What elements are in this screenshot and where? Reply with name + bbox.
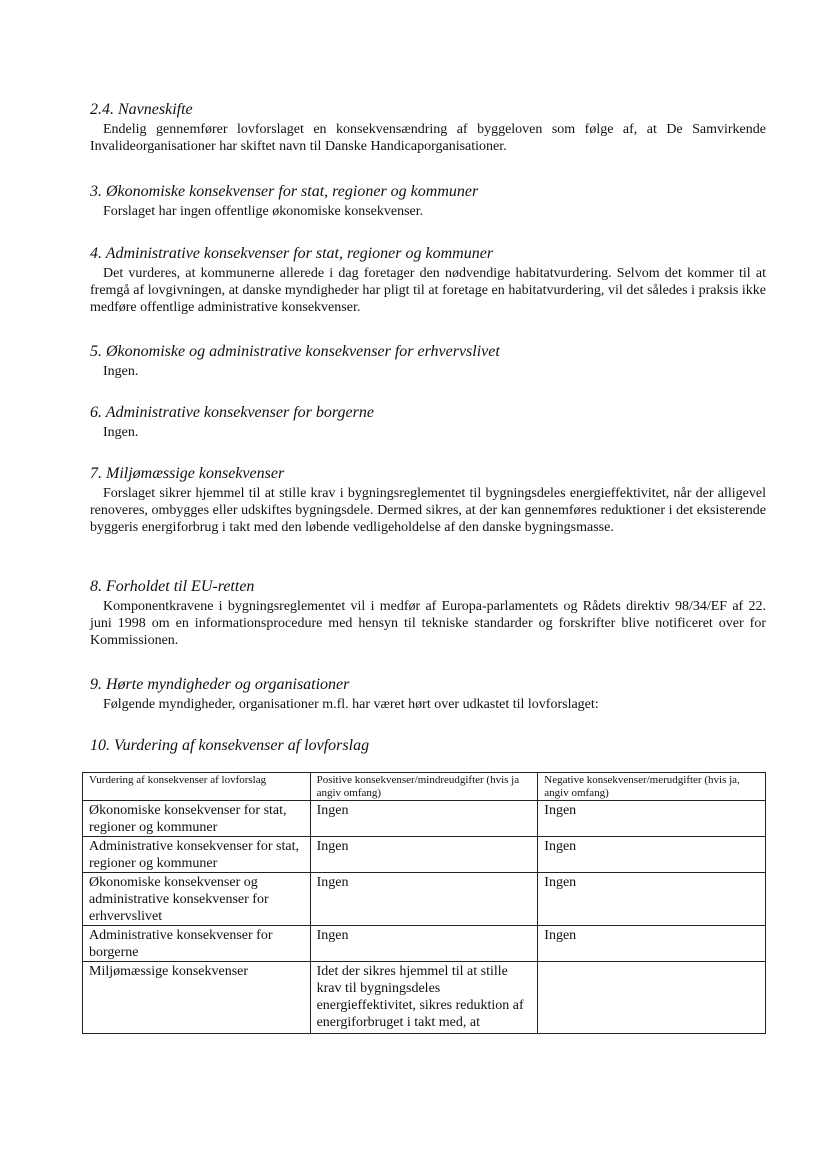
section-7: [90, 464, 766, 536]
table-row: [83, 962, 766, 1034]
section-body: Forslaget sikrer hjemmel til at stille krav i bygningsreglementet til bygningsdeles energieffektivitet, når der alligevel renoveres, ombygges eller udskiftes bygningsdele. Dermed sikres, at der kan gennemføres reduktioner i det eksisterende byggeris energiforbrug i takt med den løbende vedligeholdelse af den danske bygningsmasse.: [90, 486, 766, 535]
table-cell: Ingen: [310, 837, 538, 873]
table-header-cell: Positive konsekvenser/mindreudgifter (hvis ja angiv omfang): [310, 773, 538, 801]
table-cell: Ingen: [538, 926, 766, 962]
consequences-table: [82, 772, 766, 1034]
section-body: Ingen.: [103, 425, 139, 440]
section-heading: 5. Økonomiske og administrative konsekvenser for erhvervslivet: [90, 343, 500, 360]
section-heading: 10. Vurdering af konsekvenser af lovforslag: [90, 737, 370, 754]
table-cell: Økonomiske konsekvenser og administrative konsekvenser for erhvervslivet: [83, 873, 311, 926]
table-cell: Ingen: [310, 873, 538, 926]
section-5: [90, 342, 766, 380]
section-3: [90, 182, 766, 220]
section-body: Forslaget har ingen offentlige økonomiske konsekvenser.: [103, 204, 424, 219]
section-10: [90, 736, 766, 757]
section-9: [90, 675, 766, 713]
table-cell: Ingen: [310, 926, 538, 962]
table-cell: [538, 962, 766, 1034]
section-body: Ingen.: [103, 364, 139, 379]
table-cell: Administrative konsekvenser for borgerne: [83, 926, 311, 962]
section-heading: 7. Miljømæssige konsekvenser: [90, 465, 285, 482]
section-8: [90, 577, 766, 649]
table-header-cell: Negative konsekvenser/merudgifter (hvis ja, angiv omfang): [538, 773, 766, 801]
section-body: Komponentkravene i bygningsreglementet vil i medfør af Europa-parlamentets og Rådets direktiv 98/34/EF af 22. juni 1998 om en informationsprocedure med hensyn til tekniske standarder og forskrifter blive notificeret over for Kommissionen.: [90, 599, 766, 648]
section-4: [90, 244, 766, 316]
section-body: Følgende myndigheder, organisationer m.fl. har været hørt over udkastet til lovforslaget:: [103, 697, 599, 712]
table-cell: Ingen: [538, 801, 766, 837]
table-row: [83, 873, 766, 926]
section-body: Det vurderes, at kommunerne allerede i dag foretager den nødvendige habitatvurdering. Selvom det kommer til at fremgå af lovgivningen, at danske myndigheder har pligt til at foretage en habitatvurdering, vil det således i praksis ikke medføre offentlige administrative konsekvenser.: [90, 266, 766, 315]
table-row: [83, 837, 766, 873]
table-cell: Økonomiske konsekvenser for stat, regioner og kommuner: [83, 801, 311, 837]
section-heading: 8. Forholdet til EU-retten: [90, 578, 255, 595]
table-header-cell: Vurdering af konsekvenser af lovforslag: [83, 773, 311, 801]
section-2-4: [90, 100, 766, 155]
table-header-row: [83, 773, 766, 801]
table-cell: Administrative konsekvenser for stat, regioner og kommuner: [83, 837, 311, 873]
section-heading: 6. Administrative konsekvenser for borgerne: [90, 404, 374, 421]
section-heading: 9. Hørte myndigheder og organisationer: [90, 676, 350, 693]
section-heading: 2.4. Navneskifte: [90, 101, 193, 118]
table-row: [83, 926, 766, 962]
section-6: [90, 403, 766, 441]
table-cell: Ingen: [310, 801, 538, 837]
table-row: [83, 801, 766, 837]
table-cell: Ingen: [538, 837, 766, 873]
section-heading: 4. Administrative konsekvenser for stat, regioner og kommuner: [90, 245, 494, 262]
table-cell: Idet der sikres hjemmel til at stille krav til bygningsdeles energieffektivitet, sikres reduktion af energiforbruget i takt med, at: [310, 962, 538, 1034]
section-heading: 3. Økonomiske konsekvenser for stat, regioner og kommuner: [90, 183, 479, 200]
table-cell: Miljømæssige konsekvenser: [83, 962, 311, 1034]
section-body: Endelig gennemfører lovforslaget en konsekvensændring af byggeloven som følge af, at De Samvirkende Invalideorganisationer har skiftet navn til Danske Handicaporganisationer.: [90, 122, 766, 154]
table-cell: Ingen: [538, 873, 766, 926]
